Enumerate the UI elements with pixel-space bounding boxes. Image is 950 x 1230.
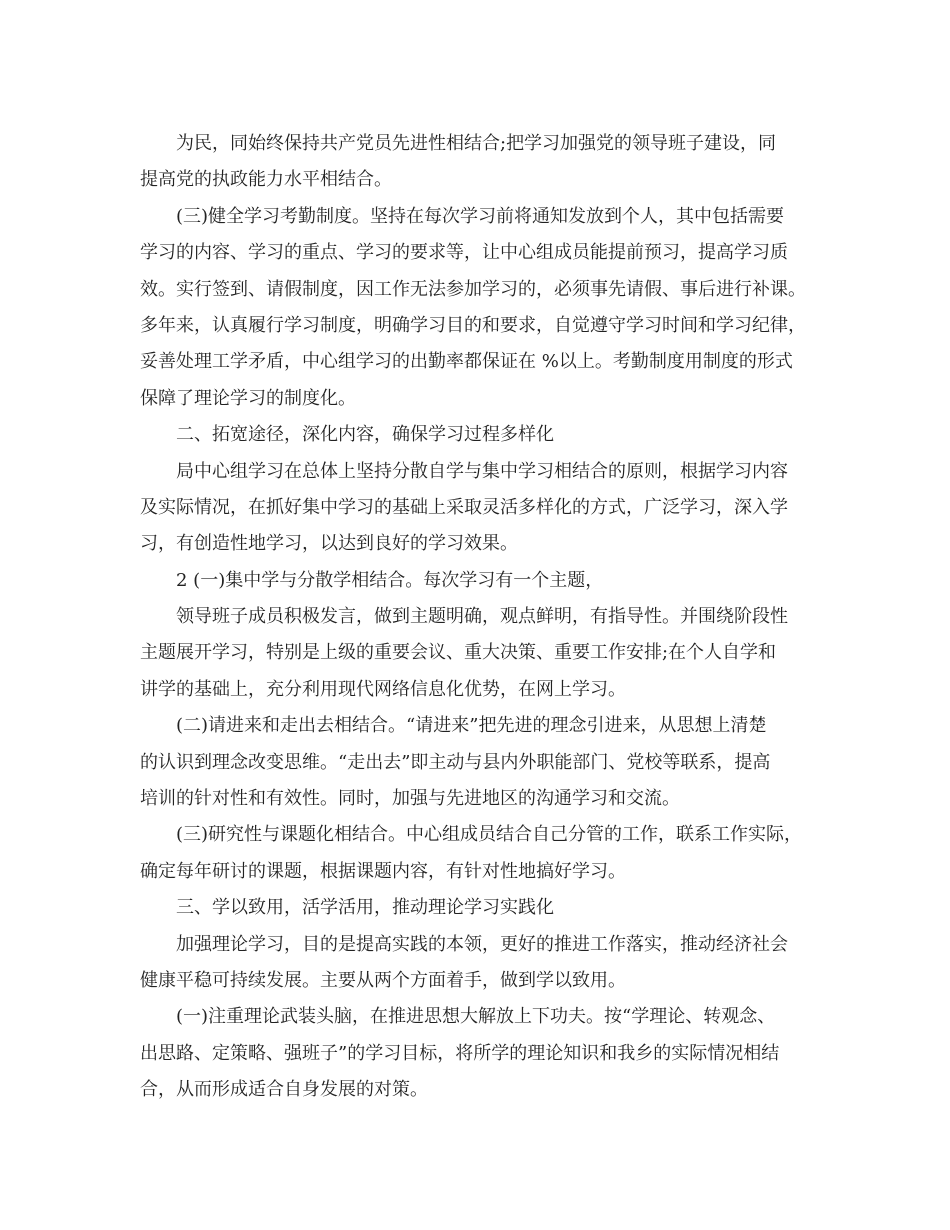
text-line: 健康平稳可持续发展。主要从两个方面着手，做到学以致用。 xyxy=(140,969,626,991)
text-line: 加强理论学习，目的是提高实践的本领，更好的推进工作落实，推动经济社会 xyxy=(176,933,788,955)
text-line: 合，从而形成适合自身发展的对策。 xyxy=(140,1079,428,1101)
text-line: 讲学的基础上，充分利用现代网络信息化优势，在网上学习。 xyxy=(140,678,626,700)
text-line: 提高党的执政能力水平相结合。 xyxy=(140,169,392,191)
text-line: 三、学以致用，活学活用，推动理论学习实践化 xyxy=(176,897,554,919)
text-line: (三)健全学习考勤制度。坚持在每次学习前将通知发放到个人，其中包括需要 xyxy=(176,205,785,227)
text-line: 出思路、定策略、强班子”的学习目标，将所学的理论知识和我乡的实际情况相结 xyxy=(140,1042,780,1064)
text-line: 2 (一)集中学与分散学相结合。每次学习有一个主题， xyxy=(176,569,604,591)
text-line: 的认识到理念改变思维。“走出去”即主动与县内外职能部门、党校等联系，提高 xyxy=(140,751,771,773)
text-line: 效。实行签到、请假制度，因工作无法参加学习的，必须事先请假、事后进行补课。 xyxy=(140,278,806,300)
text-line: 局中心组学习在总体上坚持分散自学与集中学习相结合的原则，根据学习内容 xyxy=(176,460,788,482)
text-line: (二)请进来和走出去相结合。“请进来”把先进的理念引进来，从思想上清楚 xyxy=(176,715,767,737)
text-line: 学习的内容、学习的重点、学习的要求等，让中心组成员能提前预习，提高学习质 xyxy=(140,242,788,264)
text-line: 领导班子成员积极发言，做到主题明确，观点鲜明，有指导性。并围绕阶段性 xyxy=(176,606,788,628)
text-line: (三)研究性与课题化相结合。中心组成员结合自己分管的工作，联系工作实际， xyxy=(176,824,803,846)
text-line: (一)注重理论武装头脑，在推进思想大解放上下功夫。按“学理论、转观念、 xyxy=(176,1006,776,1028)
text-line: 多年来，认真履行学习制度，明确学习目的和要求，自觉遵守学习时间和学习纪律， xyxy=(140,314,806,336)
text-line: 习，有创造性地学习，以达到良好的学习效果。 xyxy=(140,533,518,555)
text-line: 培训的针对性和有效性。同时，加强与先进地区的沟通学习和交流。 xyxy=(140,788,680,810)
text-line: 二、拓宽途径，深化内容，确保学习过程多样化 xyxy=(176,424,554,446)
document-body xyxy=(140,126,820,1109)
text-line: 主题展开学习，特别是上级的重要会议、重大决策、重要工作安排;在个人自学和 xyxy=(140,642,777,664)
text-line: 妥善处理工学矛盾，中心组学习的出勤率都保证在 %以上。考勤制度用制度的形式 xyxy=(140,351,793,373)
text-line: 及实际情况，在抓好集中学习的基础上采取灵活多样化的方式，广泛学习，深入学 xyxy=(140,496,788,518)
text-line: 保障了理论学习的制度化。 xyxy=(140,387,356,409)
text-line: 为民，同始终保持共产党员先进性相结合;把学习加强党的领导班子建设，同 xyxy=(176,133,777,154)
text-line: 确定每年研讨的课题，根据课题内容，有针对性地搞好学习。 xyxy=(140,860,626,882)
